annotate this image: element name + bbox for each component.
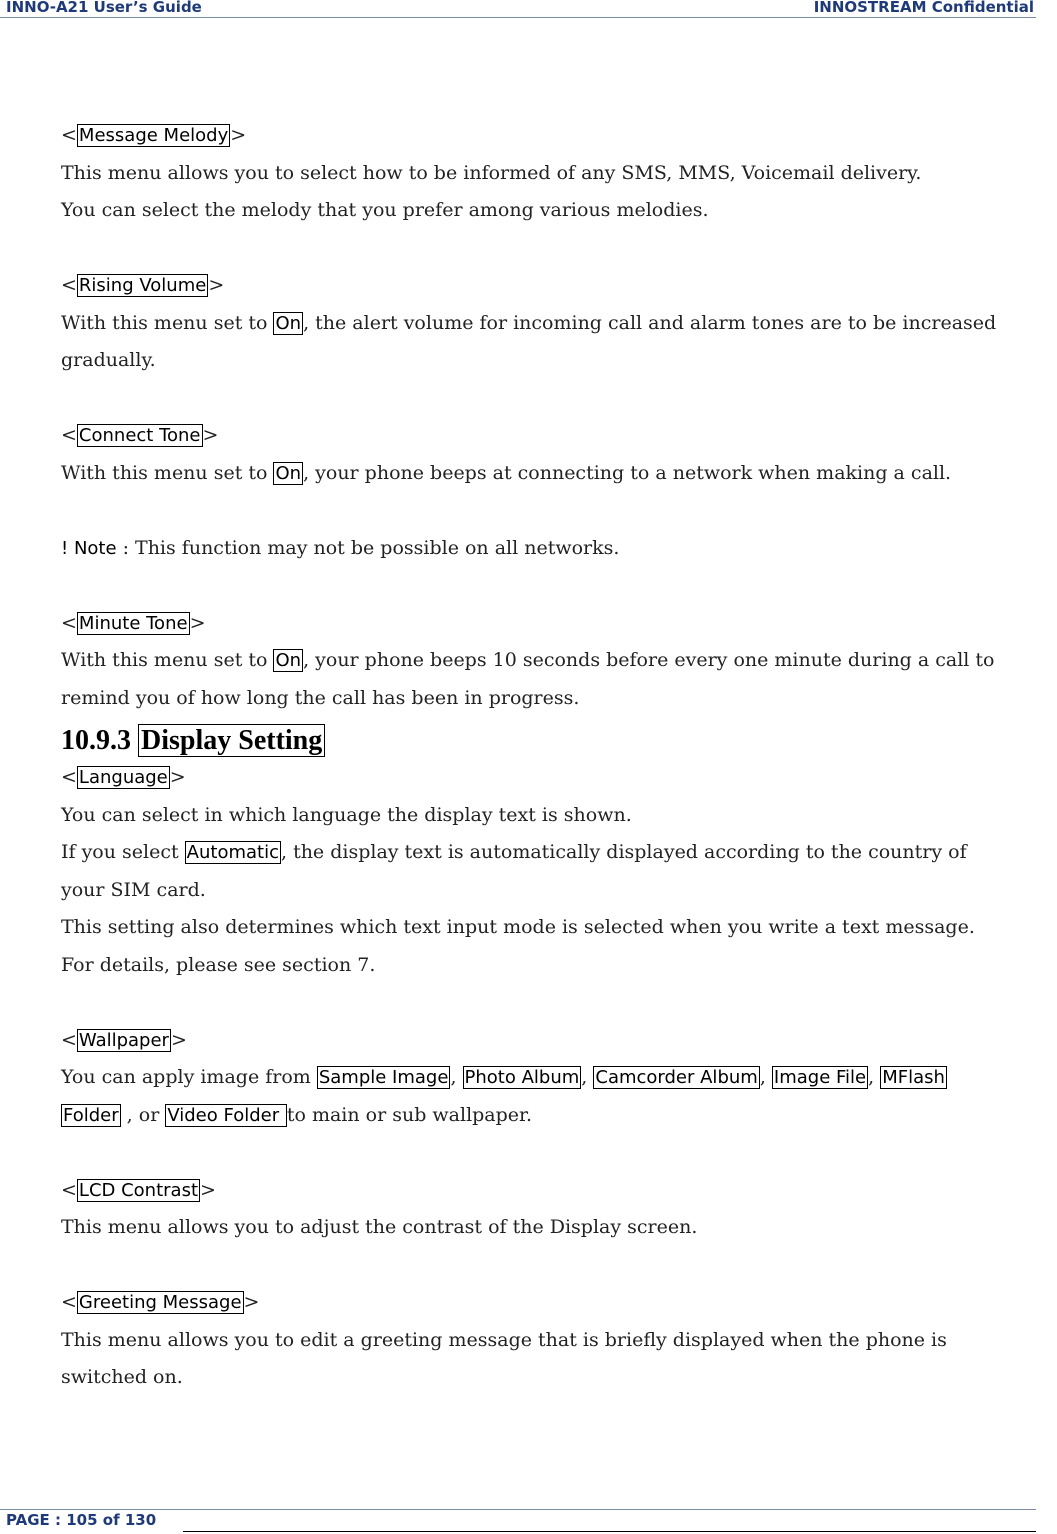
paragraph-line: Folder , or Video Folder to main or sub wallpaper.	[63, 1103, 533, 1126]
confidential-label: INNOSTREAM Confidential	[813, 0, 1034, 16]
option-video-folder: Video Folder	[167, 1104, 285, 1126]
paragraph-line: You can select the melody that you prefer among various melodies.	[61, 199, 709, 221]
greeting-message-heading: < Greeting Message >	[61, 1291, 260, 1313]
section-title: Display Setting	[138, 724, 325, 757]
wallpaper-heading: < Wallpaper >	[61, 1028, 187, 1051]
minute-tone-heading: < Minute Tone >	[61, 611, 206, 634]
option-camcorder-album: Camcorder Album	[595, 1067, 758, 1088]
paragraph-line: This setting also determines which text input mode is selected when you write a text message.	[61, 916, 975, 938]
section-heading: 10.9.3 Display Setting	[61, 721, 1036, 761]
option-sample-image: Sample Image	[318, 1067, 449, 1088]
option-on: On	[275, 312, 302, 334]
paragraph-line: remind you of how long the call has been in progress.	[61, 686, 580, 709]
page-footer	[0, 1509, 1036, 1529]
paragraph-line: With this menu set to On , your phone beeps 10 seconds before every one minute during a call to	[61, 649, 995, 671]
rising-volume-title: Rising Volume	[78, 275, 207, 296]
option-photo-album: Photo Album	[464, 1067, 580, 1088]
paragraph-line: gradually.	[61, 349, 156, 371]
minute-tone-title: Minute Tone	[78, 612, 188, 634]
note-line: ! Note : This function may not be possible on all networks.	[61, 536, 620, 559]
connect-tone-title: Connect Tone	[78, 425, 201, 446]
paragraph-line: your SIM card.	[61, 878, 206, 901]
wallpaper-title: Wallpaper	[78, 1029, 169, 1051]
page-header	[0, 0, 1036, 18]
paragraph-line: This menu allows you to edit a greeting message that is briefly displayed when the phone is	[61, 1328, 947, 1351]
option-on: On	[275, 650, 302, 671]
footer-rule	[183, 1531, 1036, 1532]
option-mflash-folder-cont: Folder	[63, 1104, 119, 1126]
lcd-contrast-heading: < LCD Contrast >	[61, 1178, 216, 1201]
paragraph-line: This menu allows you to adjust the contrast of the Display screen.	[61, 1216, 698, 1238]
page-number: PAGE : 105 of 130	[6, 1511, 157, 1529]
language-title: Language	[78, 767, 168, 788]
paragraph-line: With this menu set to On , the alert volume for incoming call and alarm tones are to be increased	[61, 311, 997, 334]
message-melody-title: Message Melody	[78, 125, 229, 146]
option-on: On	[275, 462, 302, 484]
rising-volume-heading: < Rising Volume >	[61, 274, 225, 296]
paragraph-line: With this menu set to On , your phone beeps at connecting to a network when making a call.	[61, 461, 952, 484]
connect-tone-heading: < Connect Tone >	[61, 424, 219, 446]
paragraph-line: If you select Automatic , the display text is automatically displayed according to the country of	[61, 841, 967, 863]
paragraph-line: For details, please see section 7.	[61, 953, 376, 976]
message-melody-heading: < Message Melody >	[61, 124, 247, 146]
option-automatic: Automatic	[186, 842, 279, 863]
paragraph-line: switched on.	[61, 1366, 183, 1388]
lcd-contrast-title: LCD Contrast	[78, 1179, 199, 1201]
paragraph-line: This menu allows you to select how to be informed of any SMS, MMS, Voicemail delivery.	[61, 161, 922, 184]
option-image-file: Image File	[773, 1067, 867, 1088]
doc-title: INNO-A21 User’s Guide	[6, 0, 202, 16]
page-body	[61, 117, 1036, 1397]
paragraph-line: You can select in which language the display text is shown.	[61, 803, 632, 826]
paragraph-line: You can apply image from Sample Image , Photo Album , Camcorder Album , Image File , MFlash	[61, 1066, 945, 1088]
note-label: ! Note	[61, 537, 117, 559]
option-mflash-folder: MFlash	[882, 1067, 945, 1088]
greeting-message-title: Greeting Message	[78, 1292, 242, 1313]
language-heading: < Language >	[61, 766, 186, 788]
